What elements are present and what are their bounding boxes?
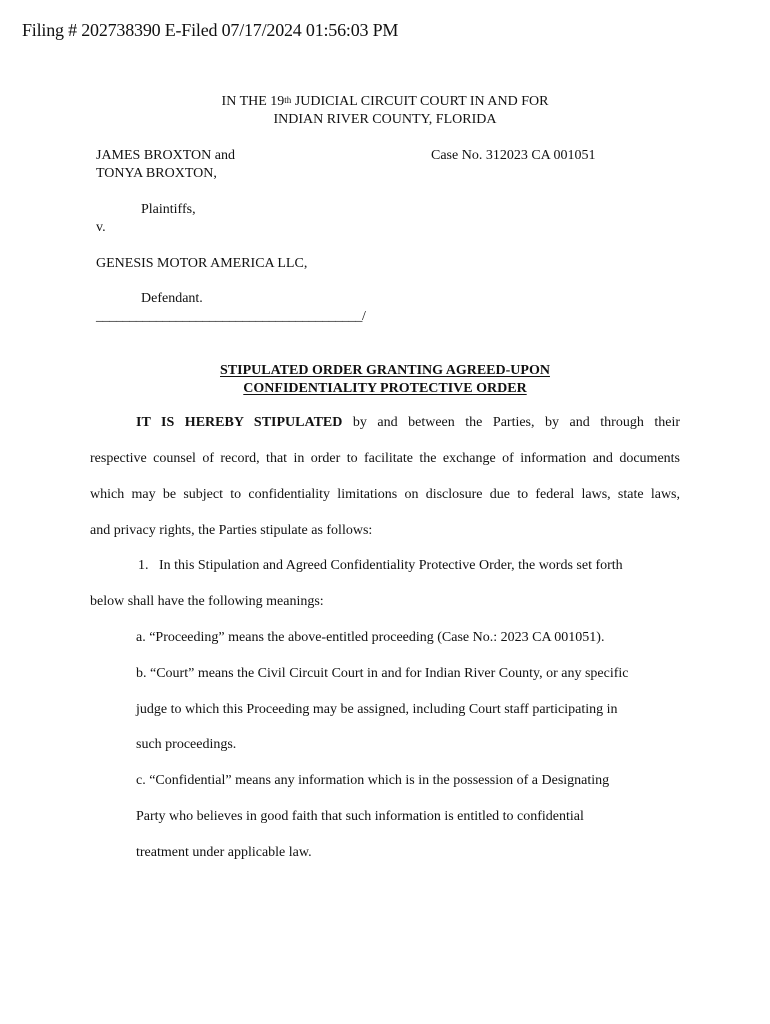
definition-c-line2: Party who believes in good faith that such information is entitled to confidential xyxy=(136,809,584,824)
caption-separator: ________________________________________/ xyxy=(96,309,366,324)
definition-b-line2: judge to which this Proceeding may be assigned, including Court staff participating in xyxy=(136,702,618,717)
filing-stamp: Filing # 202738390 E-Filed 07/17/2024 01:56:03 PM xyxy=(22,20,399,40)
document-title-line2-text: CONFIDENTIALITY PROTECTIVE ORDER xyxy=(243,381,527,396)
plaintiff-name-2: TONYA BROXTON, xyxy=(96,166,217,181)
plaintiff-name-1: JAMES BROXTON and xyxy=(96,148,235,163)
court-heading-line1 xyxy=(0,93,770,111)
court-ordinal-suffix: th xyxy=(284,95,292,105)
intro-paragraph-line4: and privacy rights, the Parties stipulate as follows: xyxy=(90,523,373,538)
document-title-line1-text: STIPULATED ORDER GRANTING AGREED-UPON xyxy=(220,363,550,378)
definition-a: a. “Proceeding” means the above-entitled proceeding (Case No.: 2023 CA 001051). xyxy=(136,630,605,645)
intro-paragraph-line3: which may be subject to confidentiality limitations on disclosure due to federal laws, state laws, xyxy=(90,487,680,502)
case-number: Case No. 312023 CA 001051 xyxy=(431,148,596,163)
document-title xyxy=(0,362,770,398)
intro-line1-rest: by and between the Parties, by and through their xyxy=(342,415,680,430)
court-heading-line1-post: JUDICIAL CIRCUIT COURT IN AND FOR xyxy=(291,94,549,109)
plaintiffs-label: Plaintiffs, xyxy=(141,202,196,217)
versus-label: v. xyxy=(96,220,106,235)
intro-paragraph-line1 xyxy=(90,415,680,431)
definition-b-line3: such proceedings. xyxy=(136,737,237,752)
intro-paragraph-line2: respective counsel of record, that in order to facilitate the exchange of information and documents xyxy=(90,451,680,466)
defendant-name: GENESIS MOTOR AMERICA LLC, xyxy=(96,256,308,271)
definition-b-line1: b. “Court” means the Civil Circuit Court in and for Indian River County, or any specific xyxy=(136,666,629,681)
court-heading xyxy=(0,93,770,129)
definition-c-line3: treatment under applicable law. xyxy=(136,845,312,860)
court-heading-line1-pre: IN THE 19 xyxy=(221,94,285,109)
defendant-label: Defendant. xyxy=(141,291,203,306)
intro-stipulated-phrase: IT IS HEREBY STIPULATED xyxy=(136,415,343,430)
document-title-line2 xyxy=(0,380,770,398)
item1-line1: 1. In this Stipulation and Agreed Confidentiality Protective Order, the words set forth xyxy=(138,558,623,573)
definition-c-line1: c. “Confidential” means any information which is in the possession of a Designating xyxy=(136,773,610,788)
court-heading-line2: INDIAN RIVER COUNTY, FLORIDA xyxy=(273,112,497,127)
item1-line2: below shall have the following meanings: xyxy=(90,594,324,609)
document-title-line1 xyxy=(0,362,770,380)
